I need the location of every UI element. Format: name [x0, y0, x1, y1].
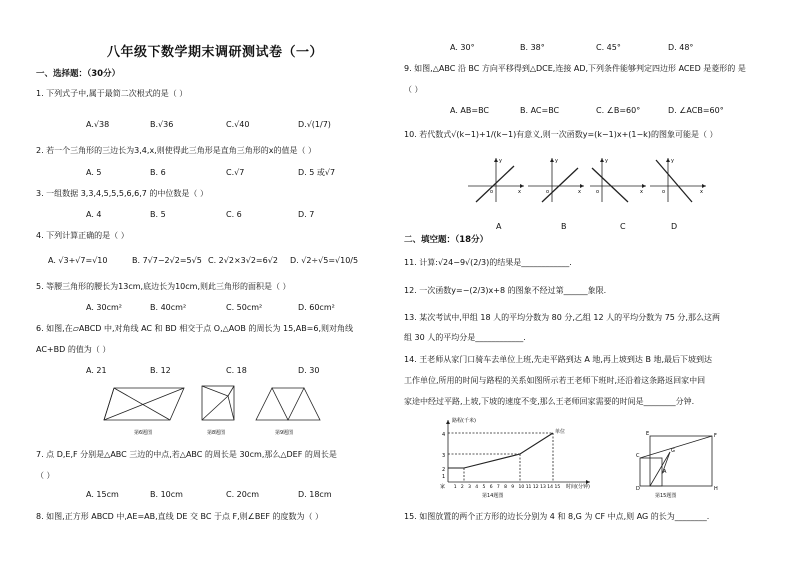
q6-option-c: C. 18 — [226, 366, 247, 375]
graph-14-xtick: 11 — [525, 485, 532, 490]
q8-option-d: D. 48° — [668, 43, 694, 52]
q1-option-b: B.√36 — [150, 120, 174, 129]
q7-option-b: B. 10cm — [150, 490, 183, 499]
section-fill-heading: 二、填空题：（18分） — [404, 235, 489, 245]
graph-14-xtick: 9 — [511, 485, 515, 490]
question-4: 4. 下列计算正确的是（ ） — [36, 231, 129, 240]
question-2: 2. 若一个三角形的三边长为3,4,x,则使得此三角形是直角三角形的x的值是（ ） — [36, 146, 316, 155]
q7-option-d: D. 18cm — [298, 490, 332, 499]
svg-text:E: E — [646, 431, 650, 437]
graph-14-xtick: 15 — [554, 485, 561, 490]
q10-option-a: A — [496, 222, 502, 231]
q10-option-c: C — [620, 222, 626, 231]
question-7-line1: 7. 点 D,E,F 分别是△ABC 三边的中点,若△ABC 的周长是 30cm,那么△DEF 的周长是 — [36, 450, 337, 459]
graph-14-xtick: 12 — [532, 485, 539, 490]
page-title: 八年级下数学期末调研测试卷（一） — [107, 45, 324, 60]
graph-14-xtick: 8 — [504, 485, 507, 490]
question-7-line2: （ ） — [36, 471, 55, 480]
q3-option-c: C. 6 — [226, 210, 242, 219]
graph-14-ylabel: 路程(千米) — [452, 418, 476, 424]
graph-14-xtick: 2 — [460, 485, 464, 490]
graph-14-xtick: 14 — [547, 485, 554, 490]
svg-text:o: o — [490, 189, 494, 195]
q10-graph-a — [466, 154, 528, 206]
q2-option-b: B. 6 — [150, 168, 166, 177]
graph-14 — [430, 414, 600, 490]
question-9-line1: 9. 如图,△ABC 沿 BC 方向平移得到△DCE,连接 AD,下列条件能够判定四边形 ACED 是菱形的 是 — [404, 64, 746, 73]
q1-option-d: D.√(1/7) — [298, 120, 331, 129]
svg-text:F: F — [714, 433, 717, 439]
svg-text:C: C — [636, 453, 640, 459]
question-6-line2: AC+BD 的值为（ ） — [36, 345, 111, 354]
svg-text:x: x — [640, 189, 643, 195]
graph-14-ytick-1: 1 — [442, 474, 446, 480]
svg-text:y: y — [555, 158, 558, 164]
question-3: 3. 一组数据 3,3,4,5,5,5,6,6,7 的中位数是（ ） — [36, 189, 208, 198]
q9-option-b: B. AC=BC — [520, 106, 560, 115]
question-11: 11. 计算:√24−9√(2/3)的结果是____________. — [404, 258, 572, 267]
q10-graph-c — [588, 154, 650, 206]
graph-14-ytick-3: 3 — [442, 453, 446, 459]
graph-14-xtick: 3 — [468, 485, 471, 490]
figure-6-parallelogram — [100, 384, 190, 430]
q9-option-d: D. ∠ACB=60° — [668, 106, 724, 115]
figure-9-caption: 第9题图 — [275, 430, 294, 436]
question-13-line2: 组 30 人的平均分是____________. — [404, 333, 526, 342]
q4-option-c: C. 2√2×3√2=6√2 — [208, 256, 278, 265]
figure-8-square — [196, 382, 240, 430]
svg-text:o: o — [546, 189, 550, 195]
question-15: 15. 如图放置的两个正方形的边长分别为 4 和 8,G 为 CF 中点,则 AG 的长为________. — [404, 512, 710, 521]
q9-option-a: A. AB=BC — [450, 106, 490, 115]
graph-14-xtick: 1 — [453, 485, 457, 490]
question-14-line2: 工作单位,所用的时间与路程的关系如图所示若王老师下班时,还沿着这条路返回家中回 — [404, 376, 706, 385]
svg-text:A: A — [663, 469, 667, 475]
question-12: 12. 一次函数y=−(2/3)x+8 的图象不经过第______象限. — [404, 286, 607, 295]
q9-option-c: C. ∠B=60° — [596, 106, 641, 115]
figure-14-caption: 第14题图 — [482, 493, 504, 499]
graph-14-xtick: 7 — [496, 485, 500, 490]
q4-option-b: B. 7√7−2√2=5√5 — [132, 256, 202, 265]
q5-option-d: D. 60cm² — [298, 303, 335, 312]
svg-text:G: G — [671, 448, 675, 454]
q3-option-a: A. 4 — [86, 210, 102, 219]
question-10: 10. 若代数式√(k−1)+1/(k−1)有意义,则一次函数y=(k−1)x+(1−k)的图象可能是（ ） — [404, 130, 718, 139]
q4-option-a: A. √3+√7=√10 — [48, 256, 108, 265]
q2-option-a: A. 5 — [86, 168, 102, 177]
graph-14-xlabel: 时间(分钟) — [566, 484, 590, 490]
svg-text:x: x — [700, 189, 703, 195]
figure-9-translation — [252, 384, 322, 430]
svg-text:x: x — [578, 189, 581, 195]
q10-graph-b — [526, 154, 588, 206]
svg-text:y: y — [605, 158, 608, 164]
graph-14-xtick: 13 — [540, 485, 546, 490]
question-6-line1: 6. 如图,在▱ABCD 中,对角线 AC 和 BD 相交于点 O,△AOB 的周长为 15,AB=6,则对角线 — [36, 324, 354, 333]
graph-14-xtick: 4 — [475, 485, 479, 490]
question-13-line1: 13. 某次考试中,甲组 18 人的平均分数为 80 分,乙组 12 人的平均分数为 75 分,那么这两 — [404, 313, 720, 322]
figure-15-caption: 第15题图 — [655, 493, 677, 499]
question-9-line2: （ ） — [404, 85, 423, 94]
graph-14-xtick: 10 — [518, 485, 525, 490]
q3-option-d: D. 7 — [298, 210, 315, 219]
q1-option-a: A.√38 — [86, 120, 110, 129]
q3-option-b: B. 5 — [150, 210, 166, 219]
q2-option-d: D. 5 或√7 — [298, 168, 336, 177]
q6-option-a: A. 21 — [86, 366, 107, 375]
q10-graph-d — [648, 154, 710, 206]
svg-text:y: y — [499, 158, 502, 164]
q1-option-c: C.√40 — [226, 120, 250, 129]
graph-14-xtick: 6 — [489, 485, 493, 490]
q7-option-c: C. 20cm — [226, 490, 260, 499]
graph-14-unit: 单位 — [555, 429, 566, 435]
svg-text:y: y — [671, 158, 674, 164]
svg-text:D: D — [636, 486, 640, 492]
q10-option-b: B — [561, 222, 567, 231]
graph-14-origin: 家 — [440, 484, 446, 490]
figure-15-squares — [636, 428, 720, 490]
figure-6-caption: 第6题图 — [134, 430, 153, 436]
q4-option-d: D. √2÷√5=√10/5 — [290, 256, 359, 265]
q8-option-a: A. 30° — [450, 43, 475, 52]
q6-option-d: D. 30 — [298, 366, 320, 375]
graph-14-ytick-2: 2 — [442, 467, 446, 473]
svg-text:x: x — [518, 189, 521, 195]
svg-text:o: o — [596, 189, 600, 195]
question-5: 5. 等腰三角形的腰长为13cm,底边长为10cm,则此三角形的面积是（ ） — [36, 282, 291, 291]
svg-text:o: o — [662, 189, 666, 195]
graph-14-ytick-4: 4 — [442, 432, 446, 438]
svg-text:H: H — [714, 486, 718, 492]
figure-8-caption: 第8题图 — [207, 430, 226, 436]
q5-option-a: A. 30cm² — [86, 303, 122, 312]
q5-option-b: B. 40cm² — [150, 303, 187, 312]
q2-option-c: C.√7 — [226, 168, 245, 177]
question-14-line1: 14. 王老师从家门口骑车去单位上班,先走平路到达 A 地,再上坡到达 B 地,最后下坡到达 — [404, 355, 713, 364]
q8-option-b: B. 38° — [520, 43, 545, 52]
graph-14-xtick: 5 — [482, 485, 486, 490]
q10-option-d: D — [671, 222, 678, 231]
q8-option-c: C. 45° — [596, 43, 621, 52]
q5-option-c: C. 50cm² — [226, 303, 263, 312]
q6-option-b: B. 12 — [150, 366, 171, 375]
section-choice-heading: 一、选择题：（30分） — [36, 69, 121, 79]
question-1: 1. 下列式子中,属于最简二次根式的是（ ） — [36, 89, 188, 98]
q7-option-a: A. 15cm — [86, 490, 119, 499]
question-8: 8. 如图,正方形 ABCD 中,AE=AB,直线 DE 交 BC 于点 F,则∠BEF 的度数为（ ） — [36, 512, 324, 521]
question-14-line3: 家途中经过平路,上坡,下坡的速度不变,那么王老师回家需要的时间是________分钟. — [404, 397, 695, 406]
